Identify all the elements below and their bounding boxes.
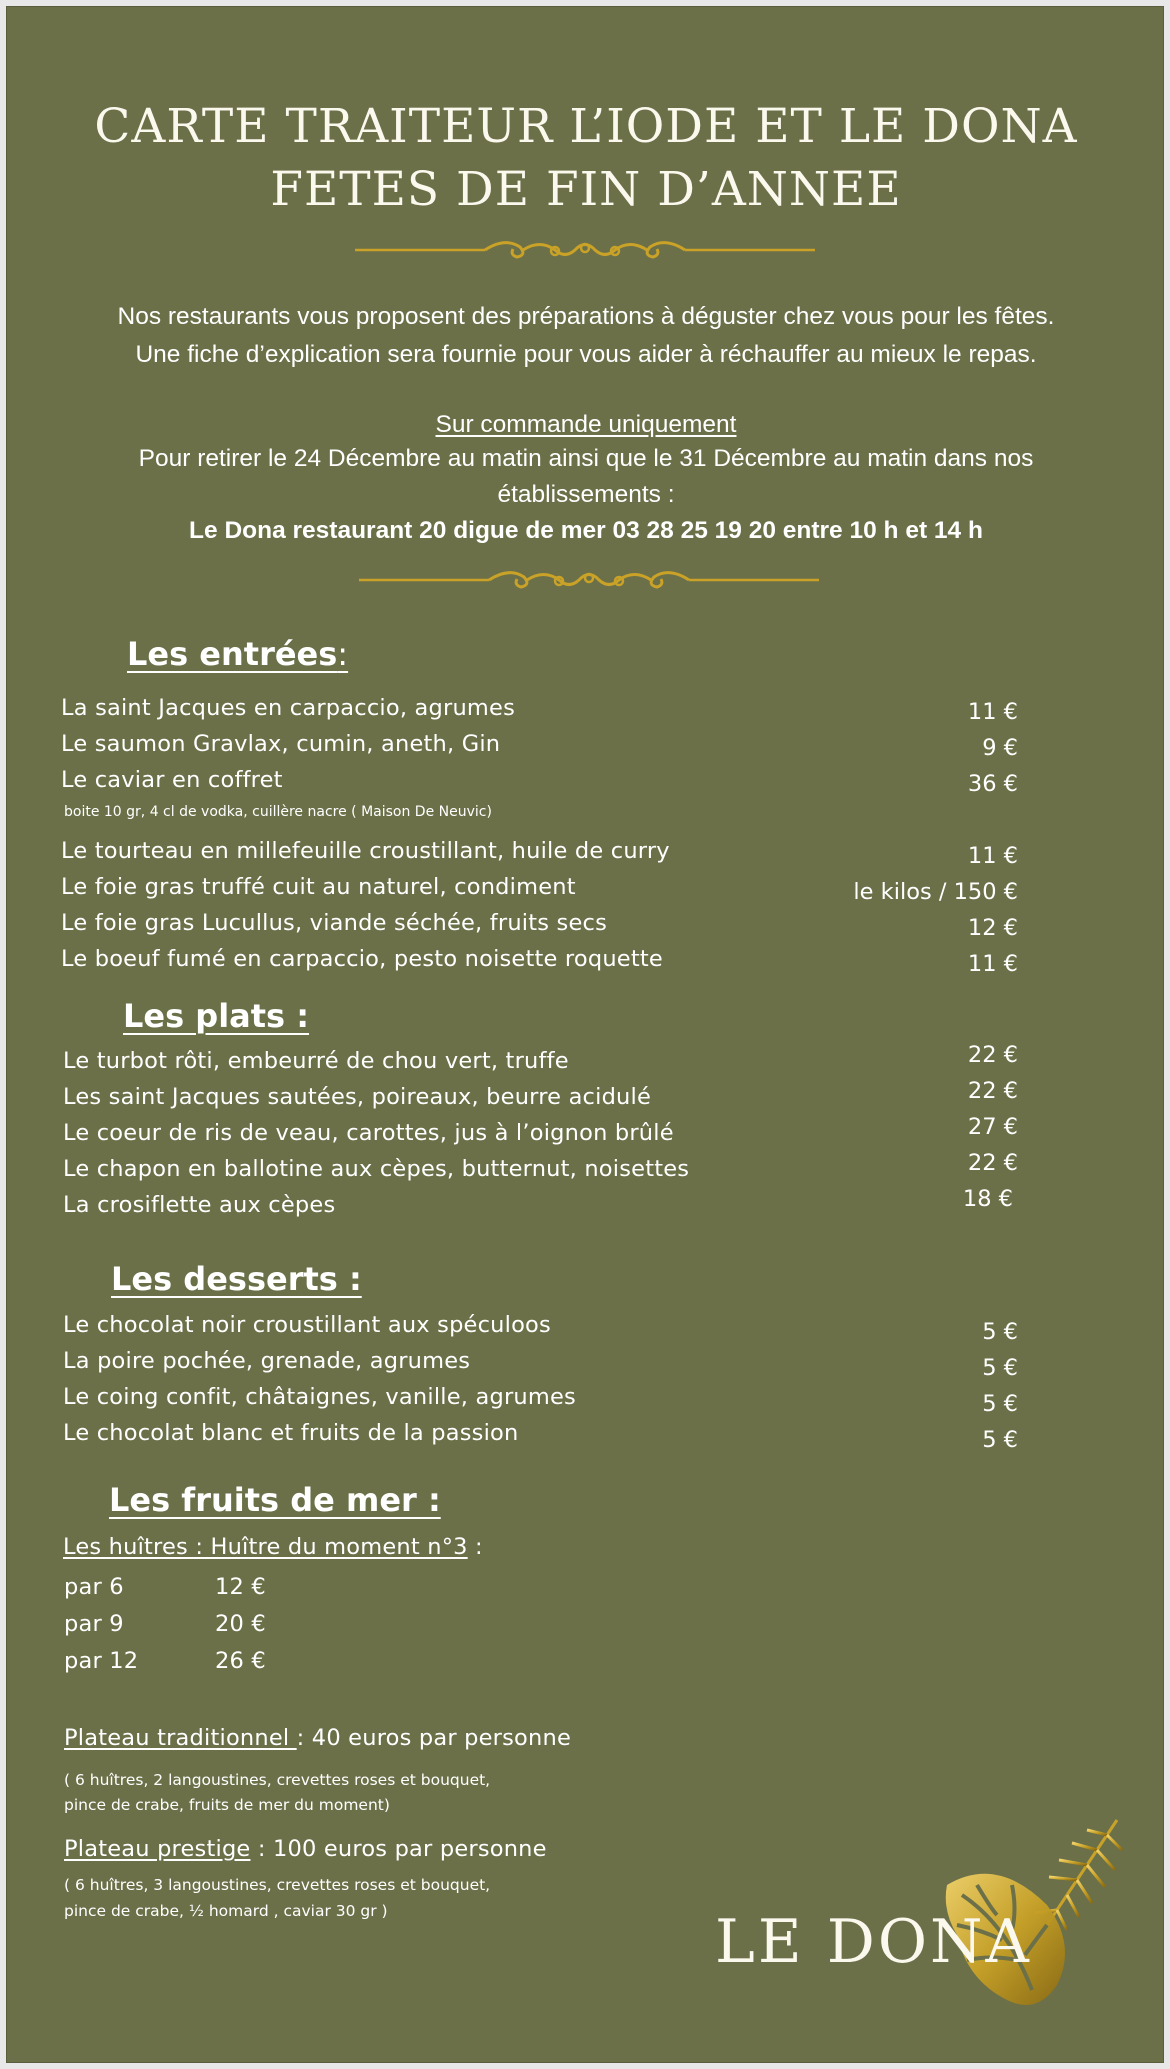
plateau-traditionnel: Plateau traditionnel : 40 euros par personne bbox=[64, 1725, 571, 1751]
section-title-entrees: Les entrées: bbox=[127, 635, 349, 673]
menu-title-line2: FETES DE FIN D’ANNEE bbox=[270, 162, 902, 217]
oyster-qty: par 12 bbox=[64, 1648, 139, 1674]
plateau-traditionnel-desc: pince de crabe, fruits de mer du moment) bbox=[64, 1796, 390, 1814]
intro-line2: Une fiche d’explication sera fournie pour vous aider à réchauffer au mieux le repas. bbox=[135, 341, 1037, 368]
entree-price: 36 € bbox=[967, 771, 1018, 797]
dessert-price: 5 € bbox=[982, 1355, 1018, 1381]
entree-item: La saint Jacques en carpaccio, agrumes bbox=[61, 695, 515, 721]
oyster-qty: par 9 bbox=[64, 1611, 124, 1637]
section-title-plats: Les plats : bbox=[123, 997, 310, 1035]
entree-price: 11 € bbox=[967, 843, 1018, 869]
restaurant-address: Le Dona restaurant 20 digue de mer 03 28 25 19 20 entre 10 h et 14 h bbox=[189, 517, 983, 544]
dessert-item: La poire pochée, grenade, agrumes bbox=[63, 1348, 471, 1374]
dessert-item: Le chocolat noir croustillant aux spéculoos bbox=[63, 1312, 551, 1338]
dessert-item: Le coing confit, châtaignes, vanille, agrumes bbox=[63, 1384, 576, 1410]
plateau-prestige-desc: ( 6 huîtres, 3 langoustines, crevettes roses et bouquet, bbox=[64, 1876, 491, 1894]
dessert-price: 5 € bbox=[982, 1427, 1018, 1453]
oyster-price: 26 € bbox=[215, 1648, 266, 1674]
plateau-prestige-desc: pince de crabe, ½ homard , caviar 30 gr ) bbox=[64, 1902, 388, 1920]
plat-item: Les saint Jacques sautées, poireaux, beurre acidulé bbox=[63, 1084, 652, 1110]
oyster-price: 20 € bbox=[215, 1611, 266, 1637]
dessert-item: Le chocolat blanc et fruits de la passion bbox=[63, 1420, 519, 1446]
entree-price: 9 € bbox=[982, 735, 1018, 761]
oyster-qty: par 6 bbox=[64, 1574, 124, 1600]
entree-item: Le tourteau en millefeuille croustillant, huile de curry bbox=[61, 838, 670, 864]
oyster-price: 12 € bbox=[215, 1574, 266, 1600]
pickup-line2: établissements : bbox=[497, 481, 675, 508]
plat-item: Le chapon en ballotine aux cèpes, butternut, noisettes bbox=[63, 1156, 690, 1182]
section-title-desserts: Les desserts : bbox=[111, 1260, 362, 1298]
plat-item: Le turbot rôti, embeurré de chou vert, truffe bbox=[63, 1048, 569, 1074]
menu-title-line1: CARTE TRAITEUR L’IODE ET LE DONA bbox=[94, 99, 1078, 154]
entree-item: Le saumon Gravlax, cumin, aneth, Gin bbox=[61, 731, 501, 757]
entree-price: 11 € bbox=[967, 951, 1018, 977]
plat-price: 22 € bbox=[967, 1078, 1018, 1104]
caviar-note: boite 10 gr, 4 cl de vodka, cuillère nacre ( Maison De Neuvic) bbox=[64, 804, 492, 820]
entree-item: Le caviar en coffret bbox=[61, 767, 283, 793]
plat-price: 22 € bbox=[967, 1150, 1018, 1176]
entree-item: Le boeuf fumé en carpaccio, pesto noisette roquette bbox=[61, 946, 663, 972]
entree-item: Le foie gras Lucullus, viande séchée, fruits secs bbox=[61, 910, 607, 936]
oysters-label: Les huîtres : Huître du moment n°3 : bbox=[63, 1534, 483, 1560]
entree-price: 11 € bbox=[967, 699, 1018, 725]
plat-price: 22 € bbox=[967, 1042, 1018, 1068]
intro-line1: Nos restaurants vous proposent des préparations à déguster chez vous pour les fêtes. bbox=[117, 303, 1055, 330]
ornament-divider-icon bbox=[359, 565, 819, 595]
plateau-prestige: Plateau prestige : 100 euros par personne bbox=[64, 1836, 547, 1862]
entree-item: Le foie gras truffé cuit au naturel, condiment bbox=[61, 874, 576, 900]
menu-page bbox=[6, 6, 1164, 2063]
order-note: Sur commande uniquement bbox=[435, 411, 737, 438]
entree-price: 12 € bbox=[967, 915, 1018, 941]
dessert-price: 5 € bbox=[982, 1319, 1018, 1345]
ornament-divider-icon bbox=[355, 235, 815, 265]
plateau-traditionnel-desc: ( 6 huîtres, 2 langoustines, crevettes roses et bouquet, bbox=[64, 1771, 491, 1789]
section-title-fruits-de-mer: Les fruits de mer : bbox=[109, 1481, 441, 1519]
plat-price: 27 € bbox=[967, 1114, 1018, 1140]
dessert-price: 5 € bbox=[982, 1391, 1018, 1417]
plat-item: Le coeur de ris de veau, carottes, jus à l’oignon brûlé bbox=[63, 1120, 674, 1146]
logo-le-dona: LE DONA bbox=[715, 1907, 1032, 1977]
plat-price: 18 € bbox=[962, 1186, 1013, 1212]
pickup-line1: Pour retirer le 24 Décembre au matin ainsi que le 31 Décembre au matin dans nos bbox=[138, 445, 1034, 472]
plat-item: La crosiflette aux cèpes bbox=[63, 1192, 336, 1218]
entree-price: le kilos / 150 € bbox=[853, 879, 1018, 905]
